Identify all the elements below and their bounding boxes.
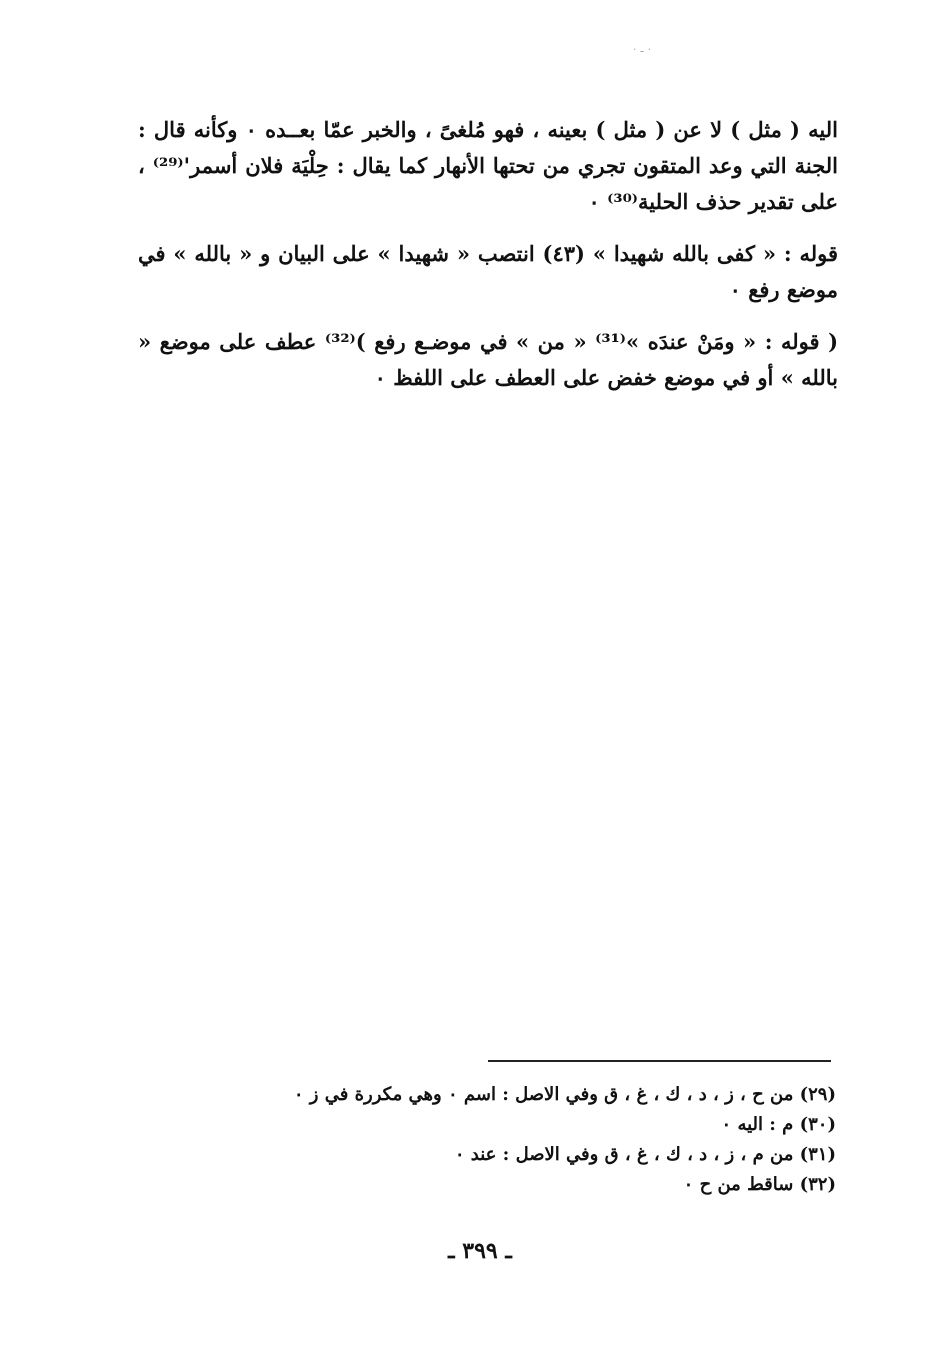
footnote-32: (٣٢) ساقط من ح ٠ <box>683 1174 836 1195</box>
footnotes <box>150 1080 836 1200</box>
paragraph-3: ( قوله : « ومَنْ عندَه »⁽³¹⁾ « من » في موضـع رفع )⁽³²⁾ عطف على موضع « بالله » أو في موضع خفض على العطف على اللفظ ٠ <box>138 329 839 390</box>
paragraph-1: اليه ( مثل ) لا عن ( مثل ) بعينه ، فهو مُلغىً ، والخبر عمّا بعــده ٠ وكأنه قال : الجنة التي وعد المتقون تجري من تحتها الأنهار كما يقال : حِلْيَة فلان أسمر'⁽²⁹⁾ ، على تقدير حذف الحلية⁽³⁰⁾ ٠ <box>138 117 838 214</box>
footnote-31: (٣١) من م ، ز ، د ، ك ، غ ، ق وفي الاصل : عند ٠ <box>454 1144 836 1165</box>
page-number: ـ ٣٩٩ ـ <box>448 1238 512 1264</box>
footnote-30: (٣٠) م : اليه ٠ <box>721 1114 836 1135</box>
body-text <box>138 112 838 412</box>
paragraph-2: قوله : « كفى بالله شهيدا » (٤٣) انتصب « شهيدا » على البيان و « بالله » في موضع رفع ٠ <box>138 241 838 302</box>
top-mark: ٠ ـ ٠ <box>632 44 653 55</box>
footnote-divider <box>488 1060 831 1062</box>
footnote-29: (٢٩) من ح ، ز ، د ، ك ، غ ، ق وفي الاصل : اسم ٠ وهي مكررة في ز ٠ <box>293 1084 836 1105</box>
